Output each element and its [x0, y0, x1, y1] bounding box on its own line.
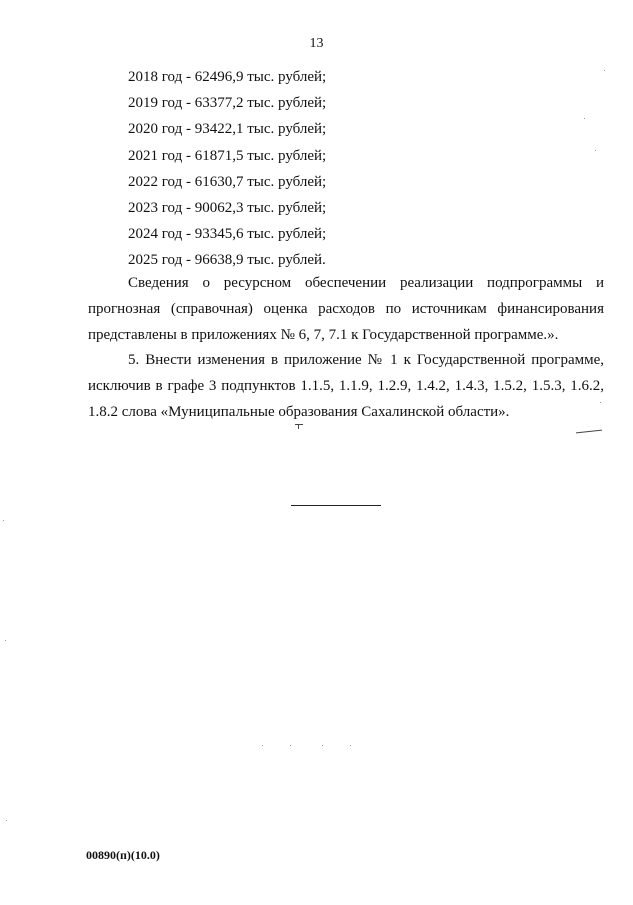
funding-year-line: 2025 год - 96638,9 тыс. рублей.: [128, 252, 326, 269]
scan-mark: [576, 430, 602, 434]
funding-year-line: 2018 год - 62496,9 тыс. рублей;: [128, 69, 327, 85]
paragraph-line: исключив в графе 3 подпунктов 1.1.5, 1.1.9, 1.2.9, 1.4.2, 1.4.3, 1.5.2, 1.5.3, 1.6.2,: [88, 378, 604, 395]
resource-support-paragraph: [88, 270, 604, 349]
end-divider-line: [291, 505, 381, 506]
scan-speck: [600, 402, 601, 403]
funding-year-line: 2019 год - 63377,2 тыс. рублей;: [128, 95, 327, 112]
scan-speck: [604, 70, 605, 71]
funding-year-line: 2024 год - 93345,6 тыс. рублей;: [128, 226, 327, 243]
paragraph-line: представлены в приложениях № 6, 7, 7.1 к Государственной программе.».: [88, 327, 559, 344]
page-number: 13: [309, 36, 324, 51]
paragraph-line: прогнозная (справочная) оценка расходов по источникам финансирования: [88, 301, 604, 318]
scan-mark: [298, 425, 299, 429]
funding-by-year-list: [128, 64, 326, 274]
funding-year-line: 2022 год - 61630,7 тыс. рублей;: [128, 173, 327, 190]
document-code: 00890(п)(10.0): [86, 848, 160, 862]
scan-speck: [322, 745, 323, 746]
funding-year-line: 2023 год - 90062,3 тыс. рублей;: [128, 199, 327, 216]
amendment-paragraph: [88, 347, 604, 426]
scan-speck: [5, 640, 6, 641]
funding-year-line: 2020 год - 93422,1 тыс. рублей;: [128, 121, 327, 138]
scan-speck: [584, 118, 585, 119]
paragraph-line: 5. Внести изменения в приложение № 1 к Государственной программе,: [128, 352, 604, 368]
paragraph-line: Сведения о ресурсном обеспечении реализации подпрограммы и: [128, 275, 604, 291]
scan-speck: [350, 745, 351, 746]
scan-mark: [295, 424, 303, 425]
scan-speck: [595, 150, 596, 151]
paragraph-line: 1.8.2 слова «Муниципальные образования Сахалинской области».: [88, 404, 510, 421]
funding-year-line: 2021 год - 61871,5 тыс. рублей;: [128, 147, 327, 164]
scan-speck: [262, 745, 263, 746]
scan-speck: [290, 745, 291, 746]
scan-speck: [6, 820, 7, 821]
scan-speck: [3, 520, 4, 521]
